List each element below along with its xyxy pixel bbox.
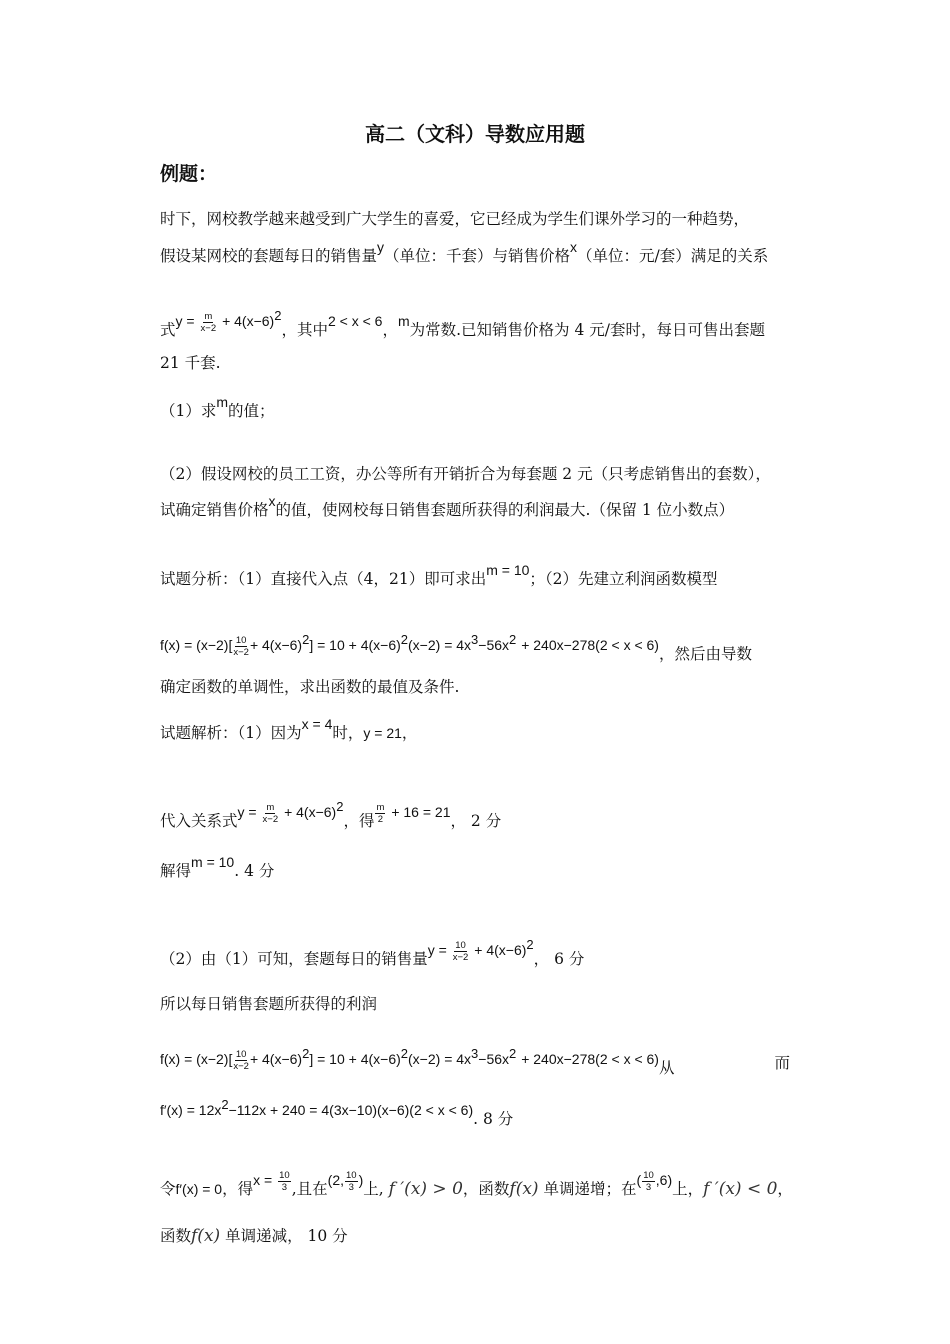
formula-part: ,6) (655, 1172, 673, 1188)
text: 上， (672, 1180, 704, 1198)
fraction (233, 1049, 249, 1072)
text: 为常数.已知销售价格为 4 元/套时，每日可售出套题 (409, 321, 765, 340)
exponent: 3 (471, 632, 479, 647)
justified-row (160, 1046, 790, 1081)
formula-sub (374, 801, 451, 825)
text: ；（2）先建立利润函数模型 (529, 570, 718, 588)
denominator: x−2 (233, 646, 249, 658)
fraction (263, 802, 279, 825)
problem-line-4: 21 千套. (160, 354, 221, 372)
text: ，其中 (281, 321, 328, 340)
text: ， (382, 321, 398, 340)
exponent: 2 (509, 632, 517, 647)
analysis-line-1 (160, 562, 718, 590)
exponent: 2 (509, 1046, 517, 1061)
formula: x = 4 (301, 716, 333, 732)
formula: m = 10 (486, 562, 530, 578)
formula-part: f′(x) = 12x (160, 1102, 222, 1119)
text: ，函数 (462, 1180, 510, 1198)
text: ， (401, 724, 418, 742)
denominator: x−2 (262, 813, 279, 825)
text: . 8 分 (473, 1110, 514, 1129)
interval-2 (636, 1169, 673, 1193)
denominator: 3 (645, 1181, 652, 1193)
analysis-line-2 (160, 632, 752, 667)
section-heading: 例题： (160, 163, 218, 185)
text: 从 (658, 1059, 675, 1078)
formula: f ′(x) > 0 (388, 1179, 463, 1199)
text: 试题分析：（1）直接代入点（4，21）即可求出 (160, 570, 487, 588)
analysis-line-3: 确定函数的单调性，求出函数的最值及条件. (160, 678, 460, 696)
formula-part: ] = 10 + 4(x−6) (309, 1051, 401, 1068)
fraction (642, 1170, 655, 1193)
page-title: 高二（文科）导数应用题 (365, 122, 585, 146)
numerator: 10 (235, 1048, 247, 1060)
fraction (453, 940, 469, 963)
formula: m = 10 (191, 854, 235, 870)
fraction (375, 802, 385, 825)
exponent: 2 (526, 937, 534, 952)
numerator: 10 (235, 634, 247, 646)
profit-formula (160, 632, 659, 658)
formula-part: y = (175, 313, 195, 330)
numerator: 10 (346, 1169, 357, 1181)
formula-part: ] = 10 + 4(x−6) (309, 637, 401, 654)
problem-line-1: 时下，网校教学越来越受到广大学生的喜爱，它已经成为学生们课外学习的一种趋势， (160, 210, 750, 228)
solution-line-8 (160, 1169, 793, 1202)
text: ，得 (343, 812, 375, 831)
denominator: x−2 (233, 1060, 249, 1072)
formula-part: f(x) = (x−2)[ (160, 637, 233, 654)
formula-part: x = (253, 1172, 273, 1188)
var-m: m (397, 313, 410, 330)
denominator: x−2 (200, 322, 217, 334)
exponent: 2 (302, 1046, 310, 1061)
formula-part: f(x) = (x−2)[ (160, 1051, 233, 1068)
text: 假设某网校的套题每日的销售量 (160, 247, 378, 265)
text: 解得 (160, 862, 192, 880)
formula-part: + 4(x−6) (249, 637, 303, 654)
denominator: x−2 (452, 951, 469, 963)
exponent: 2 (336, 799, 344, 814)
text: 函数 (160, 1227, 192, 1245)
denominator: 2 (377, 813, 384, 825)
solution-line-4 (160, 937, 585, 972)
formula-part: −56x (478, 1051, 510, 1068)
fraction (278, 1170, 291, 1193)
solution-line-1 (160, 716, 418, 744)
formula-part: y = (427, 942, 447, 959)
formula: y = 21 (363, 725, 402, 741)
text: （2）由（1）可知，套题每日的销售量 (160, 950, 428, 969)
text: 试题解析：（1）因为 (160, 724, 302, 742)
fraction (201, 311, 217, 334)
profit-formula-2 (160, 1046, 675, 1081)
question-1 (160, 394, 275, 422)
formula-y (237, 799, 344, 825)
denominator: 3 (281, 1181, 288, 1193)
formula-y10 (427, 937, 534, 963)
var-m: m (216, 394, 229, 410)
formula: f(x) (509, 1179, 539, 1199)
question-2-line-2 (160, 493, 735, 521)
text: 式 (160, 321, 176, 340)
exponent: 2 (400, 632, 409, 647)
problem-line-2 (160, 239, 769, 267)
formula-part: (2, (327, 1172, 344, 1188)
formula-part: (x−2) = 4x (408, 1051, 472, 1068)
numerator: 10 (643, 1169, 654, 1181)
text: （单位：千套）与销售价格 (384, 247, 571, 265)
range: 2 < x < 6 (327, 313, 383, 330)
numerator: m (266, 801, 275, 813)
text: 令 (160, 1180, 176, 1198)
text: ， 6 分 (533, 950, 585, 969)
formula-part: (x−2) = 4x (408, 637, 472, 654)
formula-x (253, 1169, 292, 1193)
var-x: x (268, 493, 276, 509)
text: 时， (332, 724, 364, 742)
problem-line-3 (160, 308, 765, 343)
text: 代入关系式 (160, 812, 238, 831)
text: 单调递增；在 (543, 1180, 637, 1198)
formula-part: + 4(x−6) (222, 313, 275, 330)
text: 试确定销售价格 (160, 501, 269, 519)
derivative-formula (160, 1097, 474, 1119)
formula: f′(x) = 0 (175, 1181, 223, 1197)
var-y: y (377, 239, 385, 255)
solution-line-2 (160, 799, 502, 834)
formula-part: + 4(x−6) (249, 1051, 303, 1068)
var-x: x (570, 239, 578, 255)
formula-part: + 4(x−6) (284, 804, 337, 821)
formula-part: ( (636, 1172, 642, 1188)
text: ， (777, 1180, 793, 1198)
exponent: 2 (302, 632, 310, 647)
solution-line-5: 所以每日销售套题所获得的利润 (160, 995, 378, 1013)
formula-part: + 16 = 21 (391, 804, 451, 821)
exponent: 2 (221, 1097, 229, 1112)
text: 而 (774, 1054, 790, 1072)
solution-line-7 (160, 1097, 514, 1130)
numerator: 10 (279, 1169, 290, 1181)
exponent: 3 (471, 1046, 479, 1061)
exponent: 2 (400, 1046, 409, 1061)
text: . 4 分 (234, 862, 275, 880)
text: ，然后由导数 (658, 645, 752, 664)
text: 单调递减， 10 分 (225, 1227, 348, 1245)
text: ， 2 分 (450, 812, 502, 831)
formula-part: −112x + 240 = 4(3x−10)(x−6)(2 < x < 6) (228, 1102, 474, 1119)
text: （单位：元/套）满足的关系 (577, 247, 769, 265)
formula-part: + 240x−278(2 < x < 6) (521, 637, 659, 654)
question-2-line-1: （2）假设网校的员工工资，办公等所有开销折合为每套题 2 元（只考虑销售出的套数）， (160, 465, 771, 483)
numerator: m (204, 310, 213, 322)
formula-part: y = (237, 804, 257, 821)
text: （1）求 (160, 402, 217, 420)
text: ,且在 (291, 1180, 328, 1198)
interval-1 (327, 1169, 364, 1193)
text: 的值，使网校每日销售套题所获得的利润最大.（保留 1 位小数点） (275, 501, 735, 519)
formula-part: −56x (478, 637, 510, 654)
fraction (345, 1170, 358, 1193)
formula: f(x) (191, 1226, 221, 1246)
formula-part: + 240x−278(2 < x < 6) (521, 1051, 659, 1068)
solution-line-9 (160, 1225, 348, 1247)
formula-part: + 4(x−6) (474, 942, 527, 959)
formula-part: ) (358, 1172, 364, 1188)
numerator: m (376, 801, 385, 813)
text: 的值； (228, 402, 275, 420)
solution-line-6 (160, 1046, 790, 1081)
denominator: 3 (348, 1181, 354, 1193)
numerator: 10 (455, 939, 466, 951)
text: 上, (363, 1180, 384, 1198)
text: ，得 (222, 1180, 254, 1198)
solution-line-3 (160, 854, 275, 882)
formula: f ′(x) < 0 (703, 1179, 778, 1199)
exponent: 2 (274, 308, 282, 323)
formula-y (175, 308, 282, 334)
fraction (233, 635, 249, 658)
